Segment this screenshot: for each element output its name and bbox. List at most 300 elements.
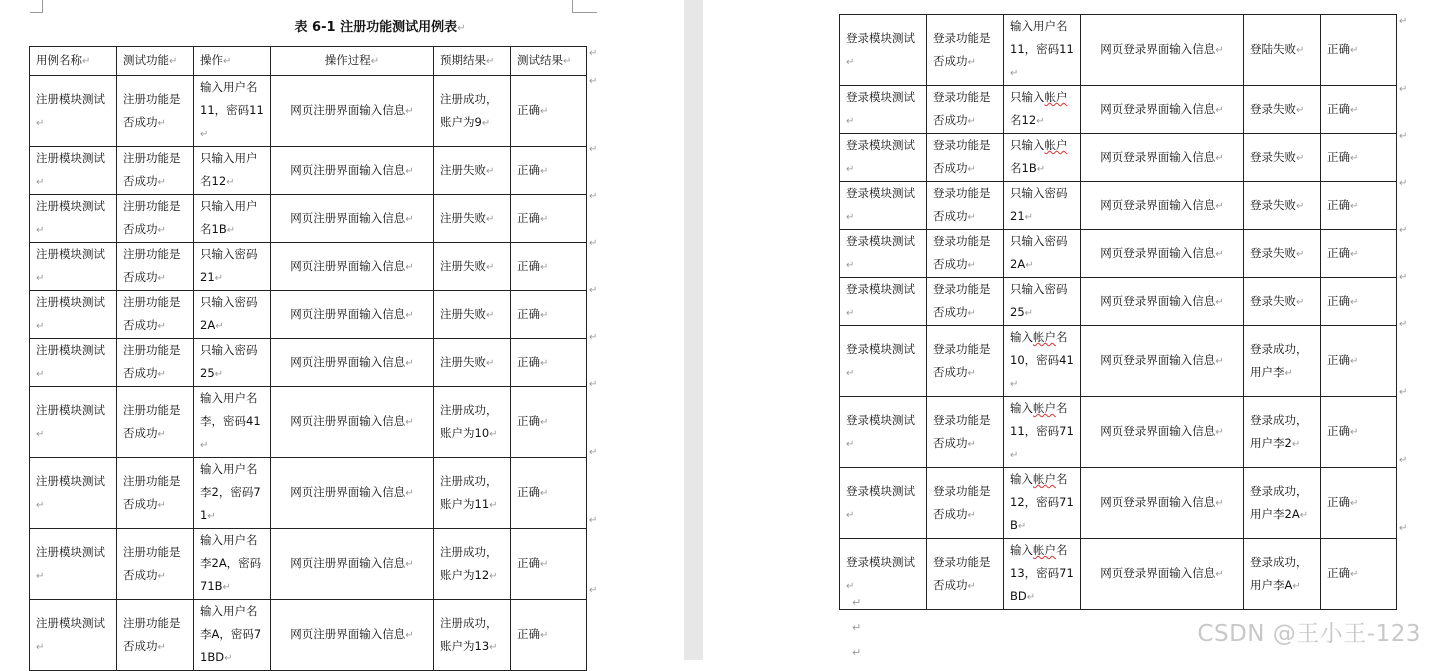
cell-end-mark-icon: ↵ [1350,427,1359,438]
expected-cell [434,339,511,387]
case-name-cell [840,134,927,182]
case-name-cell [30,529,117,600]
cell-end-mark-icon: ↵ [481,117,491,129]
cell-end-mark-icon: ↵ [1010,68,1019,79]
cell-end-mark-icon: ↵ [1025,260,1034,271]
cell-end-mark-icon: ↵ [486,261,495,273]
procedure-cell [271,147,434,195]
cell-text: 测试结果 [517,53,563,67]
cell-text: 网页注册界面输入信息 [290,103,406,117]
operation-cell [1004,134,1081,182]
result-cell [1321,326,1397,397]
spellcheck-underline: 帐户 [1044,90,1068,104]
cell-text: 登录功能是否成功 [933,138,991,175]
cell-end-mark-icon: ↵ [486,213,495,225]
cell-text: 网页登录界面输入信息 [1100,566,1216,580]
cell-text: 正确 [1327,149,1350,164]
procedure-cell [1081,468,1244,539]
cell-end-mark-icon: ↵ [1215,200,1224,212]
expected-cell [1244,86,1321,134]
cell-text: 登录成功，用户李2A [1250,483,1308,521]
procedure-cell [1081,15,1244,86]
cell-text: 登录失败 [1250,101,1296,116]
cell-end-mark-icon: ↵ [157,225,166,236]
cell-end-mark-icon: ↵ [967,260,976,271]
procedure-cell [1081,230,1244,278]
function-cell [117,195,194,243]
cell-end-mark-icon: ↵ [486,165,495,177]
cell-end-mark-icon: ↵ [489,428,498,440]
row-end-mark-icon: ↵ [589,515,598,526]
operation-cell [194,339,271,387]
cell-end-mark-icon: ↵ [1350,296,1359,308]
cell-text: 预期结果 [440,53,486,67]
cell-end-mark-icon: ↵ [540,213,549,225]
cell-text: 网页登录界面输入信息 [1100,149,1216,164]
cell-end-mark-icon: ↵ [540,165,549,177]
row-end-mark-icon: ↵ [1399,178,1408,189]
cell-text: 登录失败 [1250,293,1296,308]
result-cell [1321,539,1397,610]
cell-end-mark-icon: ↵ [846,56,855,68]
cell-text: 注册模块测试 [36,199,105,213]
operation-cell [1004,230,1081,278]
cell-text: 登录失败 [1250,149,1296,164]
cell-text: 只输入帐户名1B [1010,138,1068,175]
row-end-mark-icon: ↵ [1399,225,1408,236]
result-cell [511,529,587,600]
cell-text: 只输入用户名12 [200,151,258,188]
cell-text: 输入用户名李，密码41 [200,391,261,428]
expected-cell [434,47,511,76]
cell-end-mark-icon: ↵ [540,630,549,641]
table-row [840,278,1397,326]
cell-text: 正确 [1327,42,1350,56]
cell-end-mark-icon: ↵ [1215,152,1224,164]
cell-text: 正确 [517,354,540,369]
procedure-cell [271,339,434,387]
cell-end-mark-icon: ↵ [200,129,209,140]
result-cell [1321,182,1397,230]
paragraph-mark-icon: ↵ [457,23,466,34]
cell-text: 登录功能是否成功 [933,186,991,223]
case-name-cell [840,468,927,539]
cell-text: 注册失败 [440,162,486,177]
result-cell [1321,397,1397,468]
cell-text: 网页注册界面输入信息 [290,162,406,177]
cell-end-mark-icon: ↵ [1024,308,1034,319]
row-end-mark-icon: ↵ [589,48,598,59]
case-name-cell [30,339,117,387]
cell-end-mark-icon: ↵ [967,116,976,127]
procedure-cell [1081,86,1244,134]
procedure-cell [271,529,434,600]
table-row [840,326,1397,397]
cell-text: 登录功能是否成功 [933,282,991,319]
cell-end-mark-icon: ↵ [1350,104,1359,116]
row-end-mark-icon: ↵ [1399,387,1408,398]
cell-text: 注册模块测试 [36,247,105,261]
cell-text: 网页注册界面输入信息 [290,210,406,225]
case-name-cell [30,243,117,291]
operation-cell [194,387,271,458]
cell-end-mark-icon: ↵ [215,321,224,332]
cell-end-mark-icon: ↵ [967,164,976,175]
table-row [30,195,587,243]
table-row [840,86,1397,134]
function-cell [117,76,194,147]
cell-text: 网页登录界面输入信息 [1100,101,1216,116]
expected-cell [1244,15,1321,86]
function-cell [117,291,194,339]
result-cell [1321,230,1397,278]
case-name-cell [30,147,117,195]
cell-text: 正确 [1327,424,1350,438]
cell-end-mark-icon: ↵ [1296,200,1305,212]
case-name-cell [30,387,117,458]
cell-end-mark-icon: ↵ [405,417,414,428]
cell-end-mark-icon: ↵ [1296,248,1305,260]
expected-cell [1244,134,1321,182]
cell-end-mark-icon: ↵ [540,357,549,369]
expected-cell [1244,468,1321,539]
table-row [30,339,587,387]
operation-cell [1004,539,1081,610]
cell-end-mark-icon: ↵ [36,570,45,582]
cell-text: 只输入用户名1B [200,199,258,236]
cell-text: 用例名称 [36,53,82,67]
cell-end-mark-icon: ↵ [36,225,45,236]
function-cell [927,15,1004,86]
expected-cell [1244,539,1321,610]
cell-end-mark-icon: ↵ [846,212,855,223]
case-name-cell [840,182,927,230]
cell-text: 网页登录界面输入信息 [1100,245,1216,260]
cell-text: 登录模块测试 [846,234,915,248]
case-name-cell [840,278,927,326]
cell-end-mark-icon: ↵ [967,56,976,68]
function-cell [927,539,1004,610]
cell-text: 正确 [1327,197,1350,212]
cell-text: 注册模块测试 [36,151,105,165]
row-end-mark-icon: ↵ [1399,16,1408,27]
cell-text: 注册功能是否成功 [123,343,181,380]
cell-end-mark-icon: ↵ [540,106,549,117]
expected-cell [434,76,511,147]
procedure-cell [1081,278,1244,326]
cell-text: 注册功能是否成功 [123,615,181,653]
cell-text: 网页注册界面输入信息 [290,485,406,499]
case-name-cell [30,458,117,529]
cell-end-mark-icon: ↵ [200,440,209,451]
cell-end-mark-icon: ↵ [169,56,178,67]
function-cell [117,387,194,458]
cell-text: 只输入密码2A [1010,234,1068,271]
cell-text: 网页注册界面输入信息 [290,354,406,369]
cell-text: 登录功能是否成功 [933,234,991,271]
function-cell [117,147,194,195]
cell-end-mark-icon: ↵ [967,367,976,379]
table-row [840,182,1397,230]
cell-text: 正确 [517,210,540,225]
paragraph-mark-icon: ↵ [852,646,862,659]
row-end-mark-icon: ↵ [1399,523,1408,534]
expected-cell [434,147,511,195]
case-name-cell [840,397,927,468]
page-gutter [684,0,703,660]
function-cell [117,47,194,76]
function-cell [117,243,194,291]
cell-end-mark-icon: ↵ [36,321,45,332]
table-row [840,539,1397,610]
cell-end-mark-icon: ↵ [540,417,549,428]
cell-end-mark-icon: ↵ [1010,379,1019,390]
cell-text: 网页注册界面输入信息 [290,258,406,273]
procedure-cell [271,291,434,339]
row-end-mark-icon: ↵ [1399,455,1408,466]
cell-text: 登录模块测试 [846,282,915,296]
cell-text: 测试功能 [123,53,169,67]
cell-end-mark-icon: ↵ [1350,498,1359,509]
cell-text: 正确 [1327,495,1350,509]
row-end-mark-icon: ↵ [589,144,598,155]
cell-end-mark-icon: ↵ [540,559,549,570]
cell-text: 注册功能是否成功 [123,544,181,582]
cell-end-mark-icon: ↵ [846,580,855,592]
cell-end-mark-icon: ↵ [1024,212,1034,223]
cell-text: 登录模块测试 [846,138,915,152]
cell-text: 登录成功，用户李2 [1250,412,1308,450]
cell-text: 正确 [1327,353,1350,367]
table-header-row [30,47,587,76]
expected-cell [1244,278,1321,326]
cell-text: 网页注册界面输入信息 [290,414,406,428]
cell-end-mark-icon: ↵ [1350,200,1359,212]
cell-end-mark-icon: ↵ [1215,356,1224,367]
cell-end-mark-icon: ↵ [405,309,414,321]
row-end-marks-left [589,46,603,656]
cell-text: 注册模块测试 [36,402,105,417]
cell-text: 输入用户名李A，密码71BD [200,604,262,664]
cell-text: 输入帐户名10，密码41 [1010,330,1074,367]
function-cell [927,278,1004,326]
cell-end-mark-icon: ↵ [1350,152,1359,164]
cell-end-mark-icon: ↵ [157,273,166,284]
cell-text: 只输入密码25 [200,343,258,380]
procedure-cell [271,195,434,243]
procedure-cell [1081,182,1244,230]
cell-text: 登录模块测试 [846,30,915,45]
cell-end-mark-icon: ↵ [1215,427,1224,438]
cell-text: 输入帐户名11，密码71 [1010,401,1074,438]
result-cell [511,47,587,76]
cell-text: 登录功能是否成功 [933,30,991,68]
function-cell [117,529,194,600]
function-cell [117,339,194,387]
procedure-cell [271,458,434,529]
cell-end-mark-icon: ↵ [405,559,414,570]
row-end-mark-icon: ↵ [589,285,598,296]
cell-end-mark-icon: ↵ [223,56,232,67]
case-name-cell [30,291,117,339]
cell-text: 注册成功，账户为11 [440,473,498,511]
cell-text: 注册成功，账户为13 [440,615,498,653]
table-row [840,230,1397,278]
cell-end-mark-icon: ↵ [1215,45,1224,56]
paragraph-mark-icon: ↵ [852,596,862,609]
table-row [30,76,587,147]
operation-cell [194,458,271,529]
table-row [30,291,587,339]
cell-text: 注册模块测试 [36,295,105,309]
cell-end-mark-icon: ↵ [846,438,855,450]
cell-end-mark-icon: ↵ [157,641,166,653]
cell-end-mark-icon: ↵ [967,308,976,319]
cell-text: 注册功能是否成功 [123,91,181,129]
cell-end-mark-icon: ↵ [36,177,45,188]
cell-end-mark-icon: ↵ [1296,296,1305,308]
cell-end-mark-icon: ↵ [157,570,166,582]
register-test-table [29,46,587,671]
case-name-cell [30,47,117,76]
cell-end-mark-icon: ↵ [1350,45,1359,56]
cell-text: 网页登录界面输入信息 [1100,353,1216,367]
table-row [840,397,1397,468]
row-end-mark-icon: ↵ [589,238,598,249]
function-cell [927,134,1004,182]
cell-text: 网页登录界面输入信息 [1100,293,1216,308]
function-cell [927,326,1004,397]
operation-cell [194,47,271,76]
function-cell [927,397,1004,468]
cell-text: 正确 [517,258,540,273]
cell-text: 注册模块测试 [36,473,105,488]
cell-text: 正确 [517,162,540,177]
table-title [240,16,520,35]
cell-text: 注册功能是否成功 [123,402,181,440]
operation-cell [194,76,271,147]
cell-end-mark-icon: ↵ [489,570,498,582]
procedure-cell [1081,326,1244,397]
cell-text: 正确 [1327,101,1350,116]
cell-end-mark-icon: ↵ [846,164,855,175]
cell-text: 登录模块测试 [846,554,915,569]
procedure-cell [271,243,434,291]
function-cell [927,86,1004,134]
operation-cell [194,147,271,195]
cell-end-mark-icon: ↵ [486,56,495,67]
cell-end-mark-icon: ↵ [486,309,495,321]
cell-end-mark-icon: ↵ [226,177,235,188]
cell-end-mark-icon: ↵ [1215,498,1224,509]
cell-text: 注册功能是否成功 [123,295,181,332]
cell-text: 注册功能是否成功 [123,199,181,236]
cell-end-mark-icon: ↵ [846,116,855,127]
cell-end-mark-icon: ↵ [1215,248,1224,260]
function-cell [927,182,1004,230]
cell-end-mark-icon: ↵ [405,488,414,499]
procedure-cell [1081,539,1244,610]
table-title-text: 表 6-1 注册功能测试用例表 [294,20,458,35]
cell-text: 网页登录界面输入信息 [1100,42,1216,56]
cell-text: 输入帐户名13，密码71BD [1010,543,1074,603]
table-row [840,134,1397,182]
cell-end-mark-icon: ↵ [1215,296,1224,308]
cell-end-mark-icon: ↵ [489,641,498,653]
paragraph-mark-icon: ↵ [852,621,862,634]
cell-end-mark-icon: ↵ [405,261,414,273]
cell-text: 操作 [200,53,223,67]
cell-text: 网页注册界面输入信息 [290,627,406,641]
cell-end-mark-icon: ↵ [157,499,166,511]
cell-text: 注册成功，账户为12 [440,544,498,582]
cell-text: 注册模块测试 [36,615,105,630]
cell-end-mark-icon: ↵ [1036,164,1046,175]
function-cell [117,458,194,529]
row-end-marks-right [1399,14,1413,594]
cell-end-mark-icon: ↵ [1215,104,1224,116]
cell-end-mark-icon: ↵ [1350,356,1359,367]
cell-text: 网页注册界面输入信息 [290,306,406,321]
row-end-mark-icon: ↵ [589,191,598,202]
procedure-cell [271,47,434,76]
cell-end-mark-icon: ↵ [1010,450,1019,461]
result-cell [1321,15,1397,86]
cell-end-mark-icon: ↵ [36,273,45,284]
procedure-cell [1081,134,1244,182]
cell-end-mark-icon: ↵ [1296,45,1305,56]
cell-text: 网页登录界面输入信息 [1100,424,1216,438]
cell-text: 注册失败 [440,258,486,273]
case-name-cell [840,86,927,134]
spellcheck-underline: 帐户 [1033,472,1056,486]
row-end-mark-icon: ↵ [1399,131,1408,142]
row-end-mark-icon: ↵ [589,76,598,87]
cell-end-mark-icon: ↵ [967,580,976,592]
result-cell [1321,86,1397,134]
cell-text: 注册功能是否成功 [123,247,181,284]
function-cell [927,230,1004,278]
cell-text: 登录功能是否成功 [933,341,991,379]
cell-end-mark-icon: ↵ [157,177,166,188]
row-end-mark-icon: ↵ [589,447,598,458]
cell-text: 正确 [517,414,540,428]
table-row [30,458,587,529]
cell-text: 注册失败 [440,306,486,321]
cell-text: 只输入帐户名12 [1010,90,1068,127]
cell-text: 登录模块测试 [846,341,915,356]
function-cell [927,468,1004,539]
cell-end-mark-icon: ↵ [157,428,166,440]
cell-text: 正确 [1327,566,1350,580]
cell-end-mark-icon: ↵ [846,308,855,319]
cell-text: 只输入密码21 [1010,186,1068,223]
result-cell [1321,134,1397,182]
result-cell [511,291,587,339]
row-end-mark-icon: ↵ [589,379,598,390]
cell-end-mark-icon: ↵ [1350,248,1359,260]
case-name-cell [840,326,927,397]
cell-end-mark-icon: ↵ [214,369,224,380]
operation-cell [1004,468,1081,539]
cell-text: 登录失败 [1250,197,1296,212]
cell-text: 正确 [517,627,540,641]
cell-text: 登陆失败 [1250,42,1296,56]
cell-end-mark-icon: ↵ [157,117,166,129]
result-cell [1321,468,1397,539]
row-end-mark-icon: ↵ [1399,84,1408,95]
cell-end-mark-icon: ↵ [1017,521,1027,532]
